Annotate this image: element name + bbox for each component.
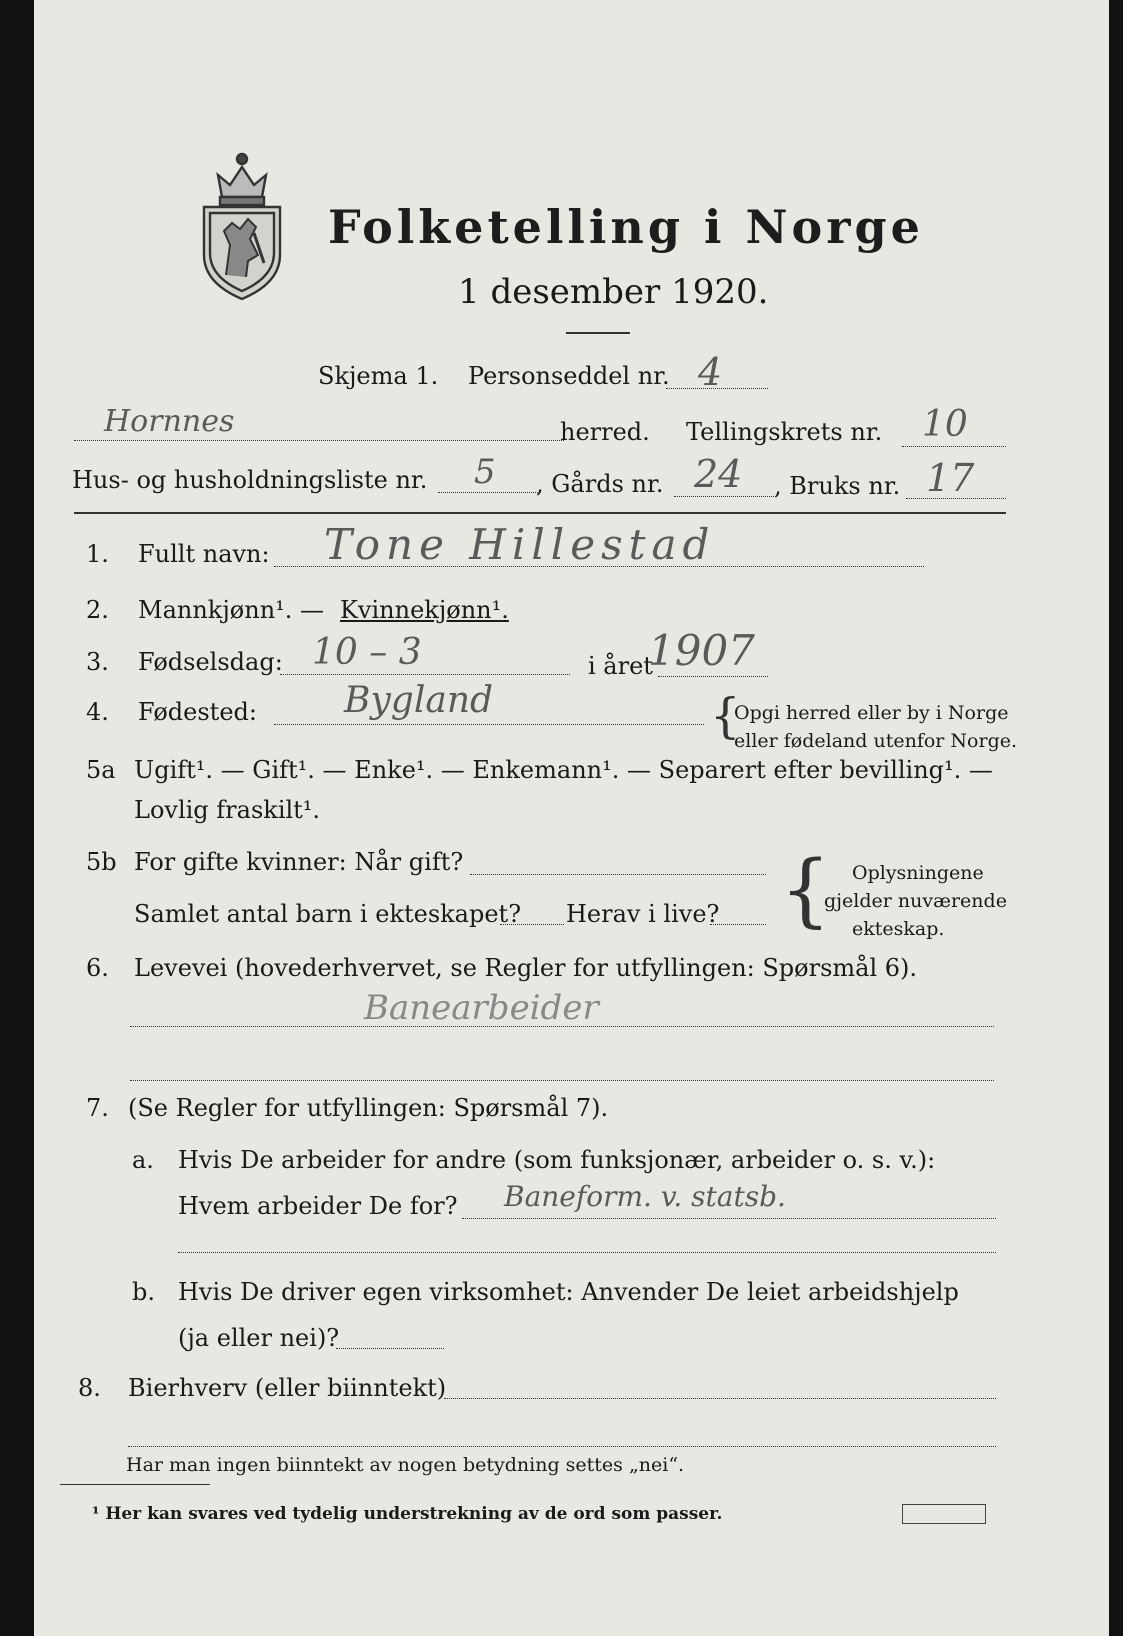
q7b-line2: (ja eller nei)?: [178, 1324, 340, 1352]
marital-status-options[interactable]: Ugift¹. — Gift¹. — Enke¹. — Enkemann¹. — Separert efter bevilling¹. —: [134, 756, 993, 784]
husliste-value[interactable]: 5: [474, 452, 496, 492]
header-divider: [74, 512, 1006, 514]
footnote: ¹ Her kan svares ved tydelig understrekning av de ord som passer.: [92, 1504, 723, 1524]
q2-number: 2.: [86, 596, 109, 624]
personseddel-label: Personseddel nr.: [468, 362, 670, 390]
birthplace-value[interactable]: Bygland: [344, 680, 494, 721]
when-married-label: For gifte kvinner: Når gift?: [134, 848, 464, 876]
tellingskrets-value[interactable]: 10: [922, 404, 968, 445]
title-divider: [566, 332, 630, 334]
children-living-label: Herav i live?: [566, 900, 720, 928]
female-option[interactable]: Kvinnekjønn¹.: [340, 596, 509, 624]
q7a-line2: Hvem arbeider De for?: [178, 1192, 458, 1220]
gards-value[interactable]: 24: [694, 452, 743, 496]
census-form: [34, 0, 1109, 1636]
no-income-note: Har man ingen biinntekt av nogen betydning settes „nei“.: [126, 1454, 685, 1476]
q8-number: 8.: [78, 1374, 101, 1402]
q4-number: 4.: [86, 698, 109, 726]
q7b-line1: Hvis De driver egen virksomhet: Anvender De leiet arbeidshjelp: [178, 1278, 959, 1306]
q5a-number: 5a: [86, 756, 116, 784]
bruks-value[interactable]: 17: [926, 456, 975, 500]
q5b-number: 5b: [86, 848, 117, 876]
gards-label: , Gårds nr.: [536, 470, 664, 498]
q1-number: 1.: [86, 540, 109, 568]
herred-label: herred.: [560, 418, 650, 446]
q6-number: 6.: [86, 954, 109, 982]
q3-number: 3.: [86, 648, 109, 676]
birth-year-value[interactable]: 1907: [648, 626, 755, 675]
norway-coat-of-arms-icon: [196, 145, 288, 301]
husliste-label: Hus- og husholdningsliste nr.: [72, 466, 428, 494]
q5b-note2: gjelder nuværende: [824, 890, 1007, 912]
divorced-option[interactable]: Lovlig fraskilt¹.: [134, 796, 321, 824]
skjema-label: Skjema 1.: [318, 362, 439, 390]
q5b-note1: Oplysningene: [852, 862, 984, 884]
bruks-label: , Bruks nr.: [774, 472, 901, 500]
q3-label: Fødselsdag:: [138, 648, 283, 676]
occupation-value[interactable]: Banearbeider: [364, 988, 599, 1028]
year-label: i året: [588, 652, 653, 680]
q7a-line1: Hvis De arbeider for andre (som funksjonær, arbeider o. s. v.):: [178, 1146, 936, 1174]
q1-label: Fullt navn:: [138, 540, 270, 568]
q7-label: (Se Regler for utfyllingen: Spørsmål 7).: [128, 1094, 609, 1122]
birthdate-value[interactable]: 10 – 3: [312, 632, 422, 673]
male-option[interactable]: Mannkjønn¹. —: [138, 596, 325, 624]
q4-note-line1: Opgi herred eller by i Norge: [734, 702, 1009, 724]
q8-label: Bierhverv (eller biinntekt): [128, 1374, 447, 1402]
employer-value[interactable]: Baneform. v. statsb.: [504, 1180, 786, 1213]
form-title: Folketelling i Norge: [328, 200, 924, 254]
tellingskrets-label: Tellingskrets nr.: [686, 418, 883, 446]
brace-icon: {: [710, 688, 741, 744]
q7a-number: a.: [132, 1146, 154, 1174]
q4-label: Fødested:: [138, 698, 257, 726]
printer-stamp: [902, 1504, 986, 1524]
full-name-value[interactable]: Tone Hillestad: [324, 520, 716, 569]
q4-note-line2: eller fødeland utenfor Norge.: [734, 730, 1018, 752]
children-total-label: Samlet antal barn i ekteskapet?: [134, 900, 522, 928]
q7-number: 7.: [86, 1094, 109, 1122]
census-date: 1 desember 1920.: [458, 272, 769, 312]
q5b-note3: ekteskap.: [852, 918, 945, 940]
personseddel-value[interactable]: 4: [698, 350, 723, 394]
q7b-number: b.: [132, 1278, 155, 1306]
occupation-label: Levevei (hovederhvervet, se Regler for utfyllingen: Spørsmål 6).: [134, 954, 918, 982]
brace-icon-2: {: [780, 843, 831, 936]
herred-value[interactable]: Hornnes: [104, 404, 235, 439]
